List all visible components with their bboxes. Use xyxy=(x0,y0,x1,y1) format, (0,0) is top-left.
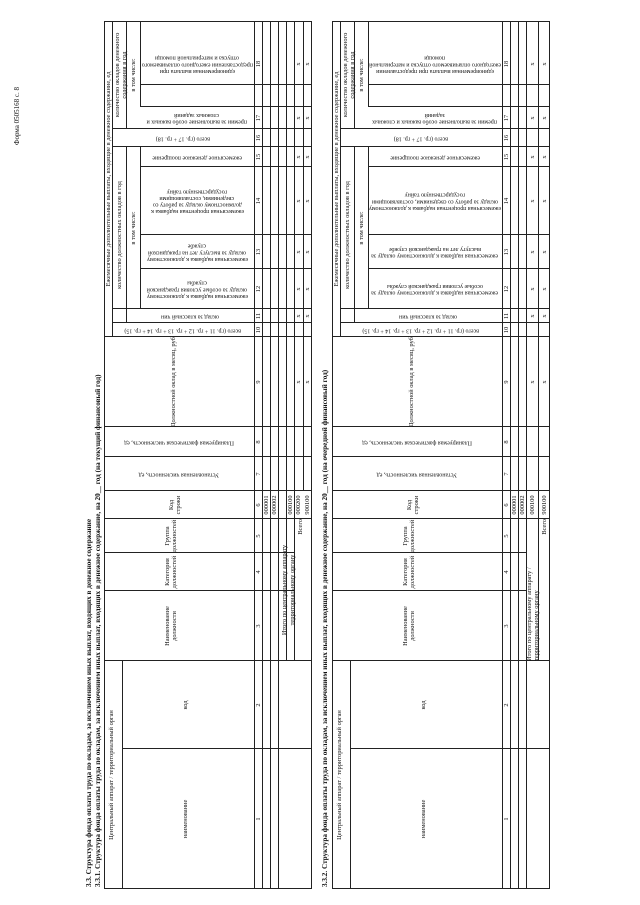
x-mark: х xyxy=(295,199,302,203)
col-num: 6 xyxy=(254,503,262,507)
planned-header: Планируемая фактическая численность, ед xyxy=(124,439,234,446)
bonus-header: ежемесячное денежное поощрение xyxy=(390,154,480,161)
table-1 xyxy=(104,21,312,889)
col-num: 11 xyxy=(502,312,510,320)
x-mark: х xyxy=(304,314,311,318)
col-num: 2 xyxy=(254,703,262,707)
count-in-year-header: количество должностных окладов в год xyxy=(344,181,351,289)
col-num: 18 xyxy=(254,60,262,68)
col-num: 10 xyxy=(254,326,262,334)
row-code: 000001 xyxy=(510,495,518,515)
staff-header: Установленная численность, ед xyxy=(138,471,220,478)
x-mark: х xyxy=(540,155,548,159)
secrecy-header: ежемесячная процентная надбавка к должностному окладу за работу со сведениями, составляющими государственную тайну xyxy=(150,188,244,215)
col-num: 11 xyxy=(254,312,262,320)
code-header: код xyxy=(182,700,189,710)
total-code: 000100 xyxy=(286,495,294,515)
col-num: 2 xyxy=(502,703,510,707)
planned-header: Планируемая фактическая численность, ед xyxy=(362,439,472,446)
x-mark: х xyxy=(540,314,548,318)
rank-pay-header: оклад за классный чин xyxy=(161,313,219,320)
x-mark: х xyxy=(528,380,536,384)
name-header: наименование xyxy=(182,799,189,839)
total-label: территориальному органу xyxy=(288,554,296,626)
table2-title: 3.3.2. Структура фонда оплаты труда по окладам, за исключением иных выплат, входящих в денежное содержание, на 20__ год (на очередной финансовый год) xyxy=(321,369,329,887)
code-header: код xyxy=(420,700,427,710)
x-mark: х xyxy=(295,287,302,291)
form-code: Форма 0505168 с. 8 xyxy=(13,86,21,145)
total-label: Всего xyxy=(296,519,304,535)
other-incl-header: в том числе: xyxy=(130,58,137,92)
count-in-year-header: количество должностных окладов в год xyxy=(116,181,123,289)
x-mark: х xyxy=(295,250,302,254)
col-num: 8 xyxy=(254,440,262,444)
col-num: 14 xyxy=(502,197,510,205)
x-mark: х xyxy=(528,155,536,159)
salary-header: Должностной оклад в месяц, руб xyxy=(170,337,177,427)
col-num: 9 xyxy=(502,380,510,384)
col-num: 1 xyxy=(254,817,262,821)
x-mark: х xyxy=(304,155,311,159)
x-mark: х xyxy=(528,62,536,66)
leave-header: единовременная выплата при предоставлении ежегодного оплачиваемого отпуска и материальной помощи xyxy=(369,54,501,74)
secrecy-header: ежемесячная процентная надбавка к должностному окладу за работу со сведениями, составляющими государственную тайну xyxy=(368,191,502,211)
group-other-header: количество окладов денежного содержания в год xyxy=(342,32,357,118)
leave-header: единовременная выплата при предоставлении ежегодного оплачиваемого отпуска и материальной помощи xyxy=(141,54,253,74)
pos-name-header: Наименование должности xyxy=(164,606,179,646)
row-code: 000002 xyxy=(518,495,526,515)
main-group-header: Ежемесячные дополнительные выплаты, входящие в денежное содержание, ед xyxy=(105,71,112,287)
col-num: 7 xyxy=(254,472,262,476)
pos-group-header: Группа должностей xyxy=(402,519,417,553)
col-num: 1 xyxy=(502,817,510,821)
x-mark: х xyxy=(528,116,536,120)
x-mark: х xyxy=(540,199,548,203)
incl-header: в том числе: xyxy=(130,211,137,245)
row-code: 000001 xyxy=(262,495,270,515)
total-formula-header: всего (гр. 11 + гр. 12 + гр. 13 + гр. 14 + гр. 15) xyxy=(362,327,480,334)
col-num: 5 xyxy=(254,534,262,538)
col-num: 16 xyxy=(502,134,510,142)
x-mark: х xyxy=(528,250,536,254)
x-mark: х xyxy=(540,62,548,66)
other-total-header: всего (гр. 17 + гр. 18) xyxy=(155,135,211,142)
prem-header: премии за выполнение особо важных и сложных заданий xyxy=(146,112,248,125)
col-num: 15 xyxy=(254,153,262,161)
col-num: 18 xyxy=(502,60,510,68)
col-num: 4 xyxy=(254,570,262,574)
pos-cat-header: Категория должностей xyxy=(402,555,417,589)
row-code-header: Код строки xyxy=(406,495,421,515)
table1-title: 3.3.1. Структура фонда оплаты труда по окладам, за исключением иных выплат, входящих в денежное содержание, на 20__ год (на текущий финансовый год) xyxy=(94,374,102,887)
x-mark: х xyxy=(528,314,536,318)
row-code: 000002 xyxy=(270,495,278,515)
section-title: 3.3. Структура фонда оплаты труда по окладам, за исключением иных выплат, входящих в денежное содержание xyxy=(85,518,93,887)
total-formula-header: всего (гр. 11 + гр. 12 + гр. 13 + гр. 14 + гр. 15) xyxy=(124,327,242,334)
row-code-header: Код строки xyxy=(168,495,183,515)
col-num: 5 xyxy=(502,534,510,538)
x-mark: х xyxy=(304,199,311,203)
total-code: 000200 xyxy=(295,495,302,515)
x-mark: х xyxy=(295,116,302,120)
salary-header: Должностной оклад в месяц, руб xyxy=(408,337,415,427)
group-other-header: количество окладов денежного содержания в год xyxy=(114,32,129,118)
total-label: Итого по центральному аппарату xyxy=(280,544,288,636)
special-header: ежемесячная надбавка к должностному окладу за особые условия гражданской службы xyxy=(146,279,248,299)
col-num: 7 xyxy=(502,472,510,476)
x-mark: х xyxy=(295,314,302,318)
col-num: 6 xyxy=(502,503,510,507)
col-num: 13 xyxy=(254,248,262,256)
col-num: 17 xyxy=(502,114,510,122)
col-num: 3 xyxy=(502,624,510,628)
org-header: Центральный аппарат / территориальный орган xyxy=(108,710,115,840)
seniority-header: ежемесячная надбавка к должностному окладу за выслугу лет на гражданской службе xyxy=(371,246,499,259)
col-num: 12 xyxy=(502,285,510,293)
staff-header: Установленная численность, ед xyxy=(376,471,458,478)
pos-cat-header: Категория должностей xyxy=(164,555,179,589)
pos-group-header: Группа должностей xyxy=(164,519,179,553)
col-num: 3 xyxy=(254,624,262,628)
other-total-header: всего (гр. 17 + гр. 18) xyxy=(393,135,449,142)
total-code: 900100 xyxy=(304,495,311,515)
col-num: 17 xyxy=(254,114,262,122)
total-label: Всего xyxy=(540,519,548,535)
col-num: 4 xyxy=(502,570,510,574)
rank-pay-header: оклад за классный чин xyxy=(399,313,457,320)
x-mark: х xyxy=(304,62,311,66)
other-incl-header: в том числе: xyxy=(358,58,365,92)
col-num: 15 xyxy=(502,153,510,161)
col-num: 13 xyxy=(502,248,510,256)
col-num: 12 xyxy=(254,285,262,293)
x-mark: х xyxy=(304,380,311,384)
total-code: 900100 xyxy=(540,495,548,515)
x-mark: х xyxy=(295,62,302,66)
x-mark: х xyxy=(304,250,311,254)
x-mark: х xyxy=(295,155,302,159)
x-mark: х xyxy=(540,250,548,254)
col-num: 9 xyxy=(254,380,262,384)
col-num: 14 xyxy=(254,197,262,205)
prem-header: премии за выполнение особо важных и сложных заданий xyxy=(372,112,498,125)
main-group-header: Ежемесячные дополнительные выплаты, входящие в денежное содержание, ед xyxy=(333,71,340,287)
x-mark: х xyxy=(528,287,536,291)
total-code: 000100 xyxy=(528,495,536,515)
x-mark: х xyxy=(304,287,311,291)
total-label: Итого по центральному аппарату / территориальному органу xyxy=(526,567,540,661)
special-header: ежемесячная надбавка к должностному окладу за особые условия гражданской службы xyxy=(371,283,499,296)
incl-header: в том числе: xyxy=(358,211,365,245)
name-header: наименование xyxy=(420,799,427,839)
x-mark: х xyxy=(540,116,548,120)
x-mark: х xyxy=(540,287,548,291)
col-num: 8 xyxy=(502,440,510,444)
bonus-header: ежемесячное денежное поощрение xyxy=(152,154,242,161)
seniority-header: ежемесячная надбавка к должностному окладу за выслугу лет на гражданской службе xyxy=(146,242,248,262)
col-num: 16 xyxy=(254,134,262,142)
x-mark: х xyxy=(528,199,536,203)
pos-name-header: Наименование должности xyxy=(402,606,417,646)
col-num: 10 xyxy=(502,326,510,334)
x-mark: х xyxy=(295,380,302,384)
table-2 xyxy=(332,21,550,889)
org-header: Центральный аппарат / территориальный орган xyxy=(336,710,343,840)
x-mark: х xyxy=(304,116,311,120)
x-mark: х xyxy=(540,380,548,384)
